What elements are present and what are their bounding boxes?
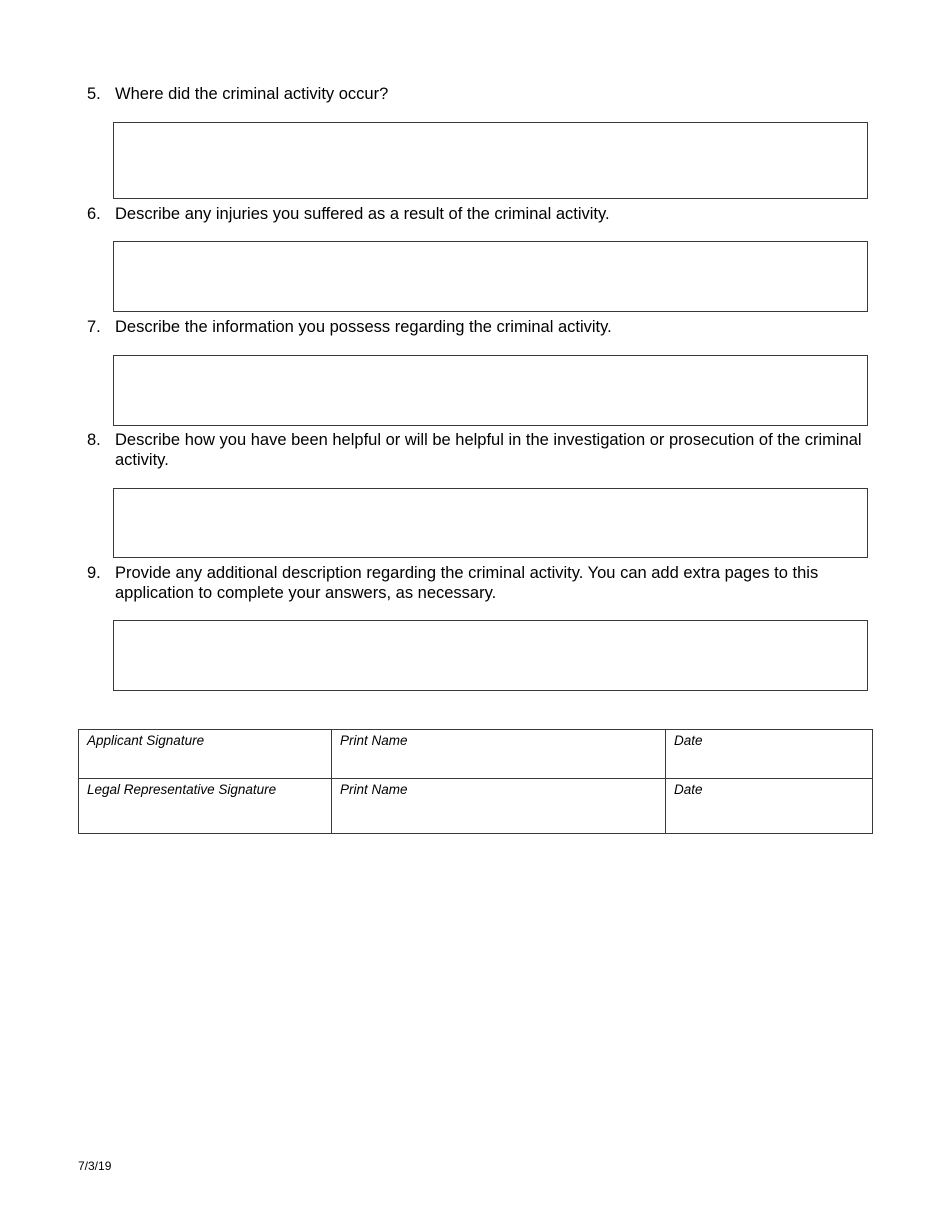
- date-label: Date: [674, 733, 703, 748]
- question-7: [87, 317, 867, 337]
- legal-rep-print-name-field[interactable]: [332, 779, 666, 834]
- print-name-label: Print Name: [340, 782, 408, 797]
- question-9: [87, 563, 867, 603]
- question-text: Describe the information you possess regarding the criminal activity.: [115, 318, 612, 336]
- answer-box-8[interactable]: [113, 488, 868, 558]
- question-text: Describe how you have been helpful or will be helpful in the investigation or prosecution of the criminal activity.: [115, 431, 862, 469]
- date-label: Date: [674, 782, 703, 797]
- answer-box-9[interactable]: [113, 620, 868, 691]
- question-6: [87, 204, 867, 224]
- applicant-signature-field[interactable]: [79, 730, 332, 779]
- signature-table: [78, 729, 873, 834]
- question-8: [87, 430, 867, 470]
- question-number: 7.: [87, 318, 101, 336]
- applicant-signature-label: Applicant Signature: [87, 733, 205, 748]
- applicant-date-field[interactable]: [666, 730, 873, 779]
- signature-row-legal-representative: [79, 779, 873, 834]
- revision-date: 7/3/19: [78, 1159, 112, 1173]
- question-number: 9.: [87, 564, 101, 582]
- question-number: 5.: [87, 85, 101, 103]
- question-text: Provide any additional description regarding the criminal activity. You can add extra pages to this application to complete your answers, as necessary.: [115, 564, 819, 602]
- question-text: Describe any injuries you suffered as a result of the criminal activity.: [115, 205, 610, 223]
- signature-row-applicant: [79, 730, 873, 779]
- question-5: [87, 84, 867, 104]
- legal-rep-signature-field[interactable]: [79, 779, 332, 834]
- answer-box-6[interactable]: [113, 241, 868, 312]
- applicant-print-name-field[interactable]: [332, 730, 666, 779]
- print-name-label: Print Name: [340, 733, 408, 748]
- question-number: 8.: [87, 431, 101, 449]
- legal-rep-signature-label: Legal Representative Signature: [87, 782, 277, 797]
- question-text: Where did the criminal activity occur?: [115, 85, 389, 103]
- answer-box-7[interactable]: [113, 355, 868, 426]
- legal-rep-date-field[interactable]: [666, 779, 873, 834]
- question-number: 6.: [87, 205, 101, 223]
- answer-box-5[interactable]: [113, 122, 868, 199]
